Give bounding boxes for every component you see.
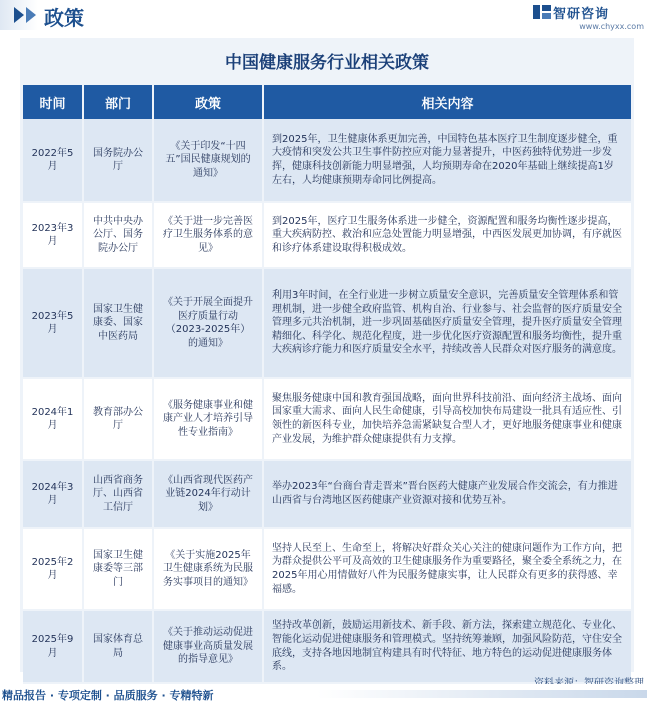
cell-policy: 《关于实施2025年卫生健康系统为民服务实事项目的通知》	[153, 528, 263, 610]
brand-url: www.chyxx.com	[579, 22, 644, 31]
table-row	[23, 528, 631, 610]
cell-time: 2025年2月	[23, 528, 83, 610]
column-header-dept: 部门	[83, 85, 153, 119]
brand-logo-icon	[533, 5, 551, 19]
cell-dept: 国家体育总局	[83, 610, 153, 683]
cell-content: 利用3年时间，在全行业进一步树立质量安全意识，完善质量安全管理体系和管理机制，进一步健全政府监管、机构自治、行业参与、社会监督的医疗质量安全管理多元共治机制，进一步巩固基础医疗质量安全管理，提升医疗质量安全管理精细化、科学化、规范化程度，进一步优化医疗资源配置和服务均衡性，提升重大疾病诊疗能力和医疗质量安全水平，持续改善人民群众对医疗服务的满意度。	[263, 268, 631, 378]
table-row	[23, 378, 631, 460]
top-header	[0, 0, 647, 30]
bottom-bar	[0, 684, 647, 704]
column-header-content: 相关内容	[263, 85, 631, 119]
chevron-right-icon	[26, 7, 36, 23]
cell-time: 2023年5月	[23, 268, 83, 378]
cell-dept: 国务院办公厅	[83, 119, 153, 202]
cell-content: 到2025年，医疗卫生服务体系进一步健全，资源配置和服务均衡性逐步提高，重大疾病防控、救治和应急处置能力明显增强，中西医发展更加协调，有序就医和诊疗体系建设取得积极成效。	[263, 202, 631, 268]
table-title: 中国健康服务行业相关政策	[225, 53, 429, 73]
cell-policy: 《关于推动运动促进健康事业高质量发展的指导意见》	[153, 610, 263, 683]
chevron-right-icon	[14, 7, 24, 23]
policy-panel	[20, 38, 634, 672]
cell-policy: 《关于进一步完善医疗卫生服务体系的意见》	[153, 202, 263, 268]
cell-time: 2024年3月	[23, 460, 83, 528]
table-row	[23, 460, 631, 528]
cell-content: 坚持人民至上、生命至上，将解决好群众关心关注的健康问题作为工作方向，把为群众提供公平可及高效的卫生健康服务作为重要路径，聚全委全系统之力，在2025年用心用情做好八件为民服务健康实事，让人民群众有更多的获得感、幸福感。	[263, 528, 631, 610]
cell-policy: 《关于印发“十四五”国民健康规划的通知》	[153, 119, 263, 202]
cell-policy: 《服务健康事业和健康产业人才培养引导性专业指南》	[153, 378, 263, 460]
cell-policy: 《山西省现代医药产业链2024年行动计划》	[153, 460, 263, 528]
footer-stripe	[317, 690, 647, 698]
cell-dept: 国家卫生健康委等三部门	[83, 528, 153, 610]
table-row	[23, 268, 631, 378]
section-title: 政策	[44, 6, 84, 30]
column-header-time: 时间	[23, 85, 83, 119]
cell-dept: 国家卫生健康委、国家中医药局	[83, 268, 153, 378]
table-row	[23, 202, 631, 268]
cell-time: 2024年1月	[23, 378, 83, 460]
footer-slogan: 精品报告 · 专项定制 · 品质服务 · 专精特新	[2, 689, 214, 702]
column-header-policy: 政策	[153, 85, 263, 119]
cell-content: 举办2023年“台商台青走晋来”晋台医药大健康产业发展合作交流会，有力推进山西省与台湾地区医药健康产业资源对接和优势互补。	[263, 460, 631, 528]
cell-time: 2025年9月	[23, 610, 83, 683]
cell-time: 2023年3月	[23, 202, 83, 268]
table-header-row	[23, 85, 631, 119]
cell-content: 聚焦服务健康中国和教育强国战略，面向世界科技前沿、面向经济主战场、面向国家重大需求、面向人民生命健康，引导高校加快布局建设一批具有适应性、引领性的新医科专业，加快培养急需紧缺复合型人才，更好地服务健康事业和健康产业发展，为维护群众健康提供有力支撑。	[263, 378, 631, 460]
cell-time: 2022年5月	[23, 119, 83, 202]
policy-table	[23, 85, 631, 684]
cell-dept: 山西省商务厅、山西省工信厅	[83, 460, 153, 528]
brand-name: 智研咨询	[553, 7, 610, 22]
cell-content: 坚持改革创新，鼓励运用新技术、新手段、新方法，探索建立规范化、专业化、智能化运动促进健康服务和管理模式。坚持统筹兼顾，加强风险防范，守住安全底线，支持各地因地制宜构建具有时代特征、地方特色的运动促进健康服务体系。	[263, 610, 631, 683]
table-row	[23, 610, 631, 683]
cell-content: 到2025年，卫生健康体系更加完善，中国特色基本医疗卫生制度逐步健全，重大疫情和突发公共卫生事件防控应对能力显著提升，中医药独特优势进一步发挥，健康科技创新能力明显增强，人均预期寿命在2020年基础上继续提高1岁左右，人均健康预期寿命同比例提高。	[263, 119, 631, 202]
table-row	[23, 119, 631, 202]
cell-dept: 中共中央办公厅、国务院办公厅	[83, 202, 153, 268]
cell-dept: 教育部办公厅	[83, 378, 153, 460]
cell-policy: 《关于开展全面提升医疗质量行动（2023-2025年）的通知》	[153, 268, 263, 378]
